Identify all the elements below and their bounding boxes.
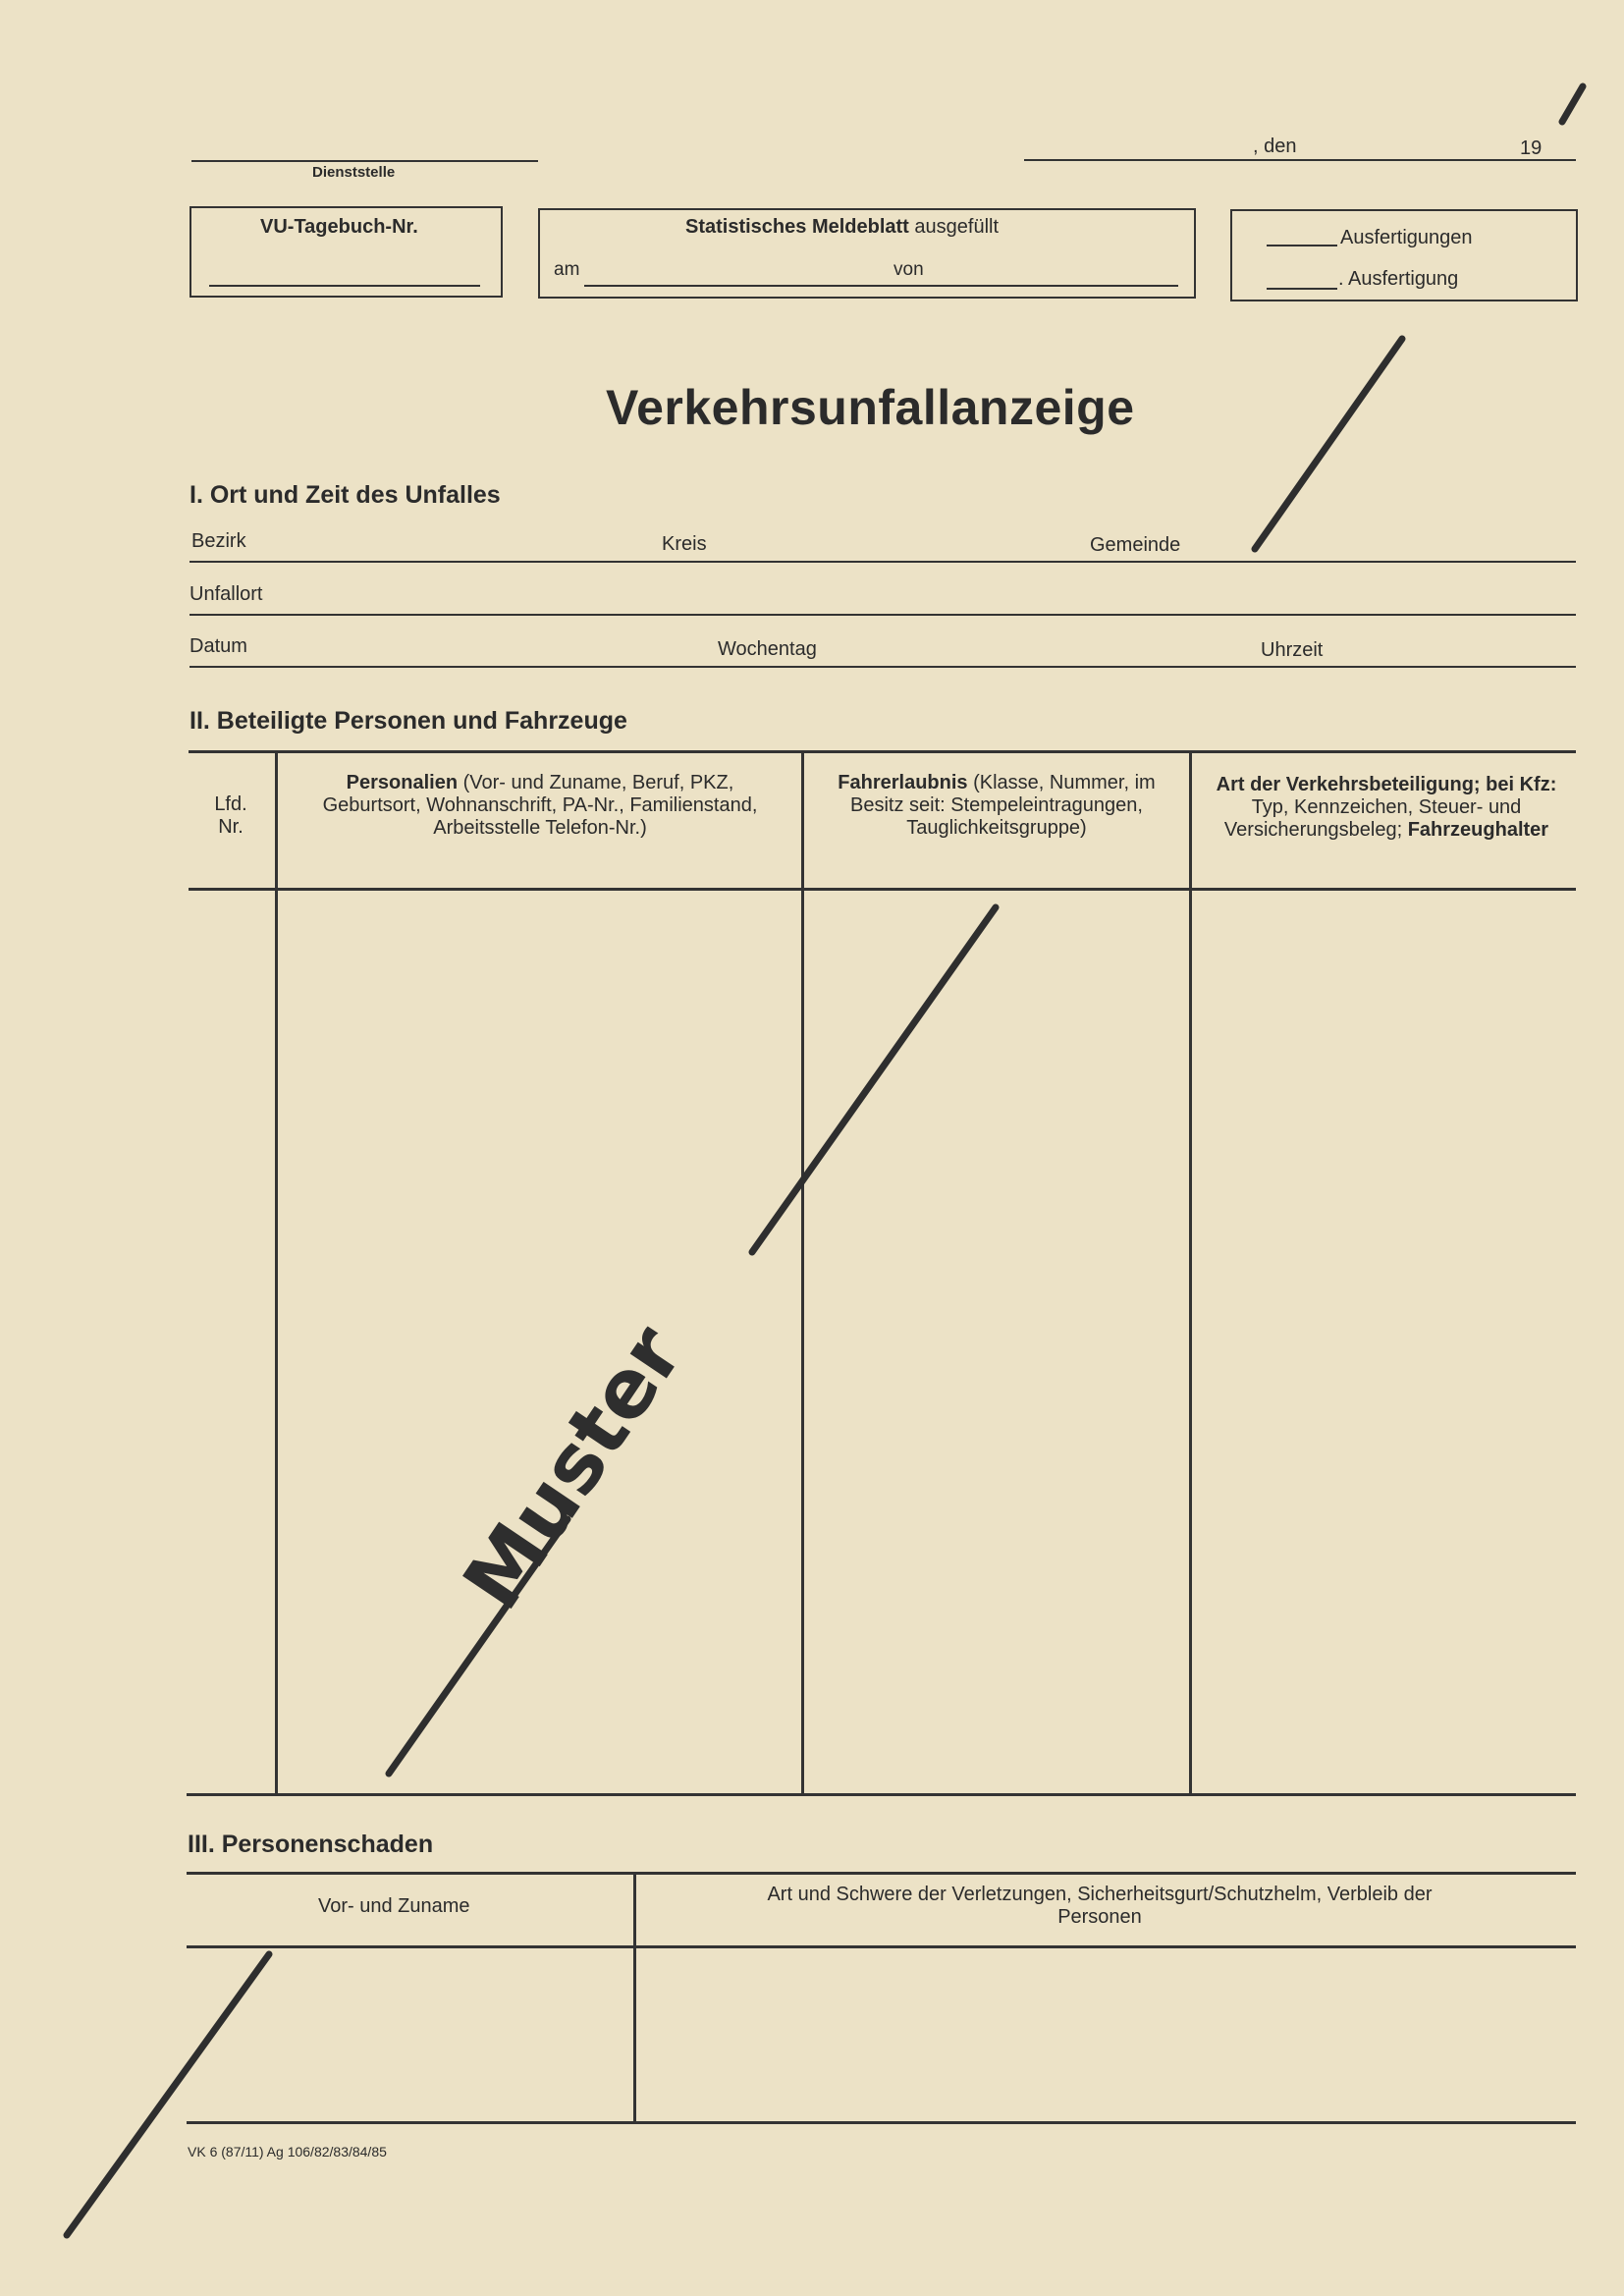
col-fahrerlaubnis-rest: (Klasse, Nummer, im Besitz seit: Stempeleintragungen, Tauglichkeitsgruppe) (850, 772, 1156, 839)
col-fahrerlaubnis-bold: Fahrerlaubnis (838, 772, 968, 793)
col-verkehr-bold2: Fahrzeughalter (1407, 819, 1549, 841)
section2-heading: II. Beteiligte Personen und Fahrzeuge (189, 707, 627, 735)
dienststelle-label: Dienststelle (312, 164, 396, 181)
wochentag-label: Wochentag (718, 638, 817, 660)
meldeblatt-bold: Statistisches Meldeblatt (685, 216, 909, 238)
section1-heading: I. Ort und Zeit des Unfalles (189, 481, 501, 509)
form-footer: VK 6 (87/11) Ag 106/82/83/84/85 (188, 2144, 387, 2159)
unfallort-label: Unfallort (189, 583, 263, 605)
kreis-label: Kreis (662, 533, 707, 555)
den-label: , den (1253, 136, 1297, 157)
col-verletzungen: Art und Schwere der Verletzungen, Sicherheitsgurt/Schutzhelm, Verbleib der Personen (767, 1884, 1433, 1928)
ausfertigung-label: . Ausfertigung (1338, 268, 1459, 290)
page-title: Verkehrsunfallanzeige (606, 380, 1135, 435)
col-lfd-nr: Lfd. Nr. (214, 793, 247, 838)
col-verkehr-rest: Typ, Kennzeichen, Steuer- und Versicherungsbeleg; (1223, 796, 1522, 841)
col-personalien-rest: (Vor- und Zuname, Beruf, PKZ, Geburtsort, Wohnanschrift, PA-Nr., Familienstand, Arbeitsstelle Telefon-Nr.) (322, 772, 758, 839)
col-vor-zuname: Vor- und Zuname (318, 1895, 470, 1917)
strike-line-title (1255, 339, 1402, 549)
year-label: 19 (1520, 137, 1543, 159)
strike-line-bottom (67, 1954, 269, 2235)
col-personalien-bold: Personalien (346, 772, 459, 793)
bezirk-label: Bezirk (191, 530, 246, 552)
section3-heading: III. Personenschaden (188, 1831, 434, 1858)
muster-stamp: Muster (446, 1309, 702, 1626)
am-label: am (554, 259, 580, 280)
meldeblatt-rest: ausgefüllt (914, 216, 1000, 238)
strike-line-header (1562, 86, 1583, 122)
strike-line-upper (752, 907, 996, 1252)
datum-label: Datum (189, 635, 247, 657)
ausfertigungen-label: Ausfertigungen (1340, 227, 1473, 248)
uhrzeit-label: Uhrzeit (1261, 639, 1324, 661)
col-verkehr-bold: Art der Verkehrsbeteiligung; bei Kfz: (1216, 774, 1557, 795)
vu-tagebuch-label: VU-Tagebuch-Nr. (260, 216, 418, 238)
gemeinde-label: Gemeinde (1090, 534, 1181, 556)
von-label: von (893, 259, 924, 280)
